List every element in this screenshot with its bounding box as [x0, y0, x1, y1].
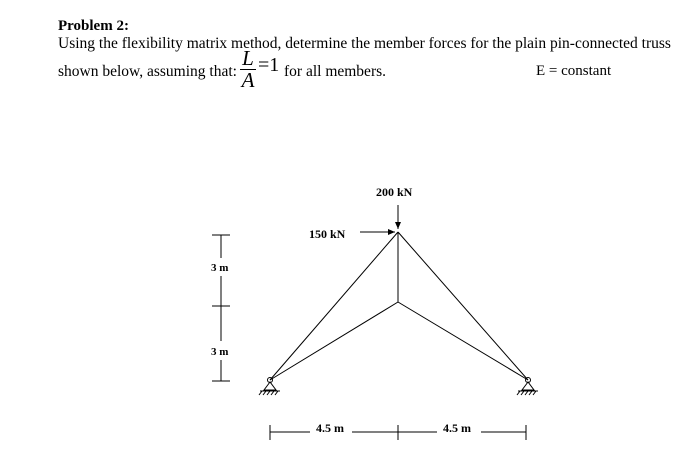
equation-rest: =1 — [258, 54, 280, 76]
problem-statement-line-1: Using the flexibility matrix method, determine the member forces for the plain pin-connected truss — [58, 35, 671, 52]
member-left-rafter — [270, 232, 398, 380]
height-dimension-line — [212, 235, 230, 381]
assumption-prefix: shown below, assuming that: — [58, 63, 237, 80]
member-right-lower — [398, 302, 528, 380]
height-upper-label: 3 m — [211, 262, 229, 274]
left-pin-support — [259, 378, 280, 396]
fraction-numerator: L — [242, 46, 254, 70]
span-dimension-line — [270, 425, 526, 440]
member-right-rafter — [398, 232, 528, 380]
fraction-denominator: A — [241, 68, 255, 92]
assumption-suffix: for all members. — [284, 63, 387, 80]
load-150kn-label: 150 kN — [309, 227, 346, 241]
member-left-lower — [270, 302, 398, 380]
span-left-label: 4.5 m — [316, 421, 344, 435]
span-right-label: 4.5 m — [443, 421, 471, 435]
material-note: E = constant — [536, 63, 612, 79]
height-lower-label: 3 m — [211, 346, 229, 358]
problem-title: Problem 2: — [58, 18, 129, 34]
load-200kn-label: 200 kN — [376, 185, 413, 199]
